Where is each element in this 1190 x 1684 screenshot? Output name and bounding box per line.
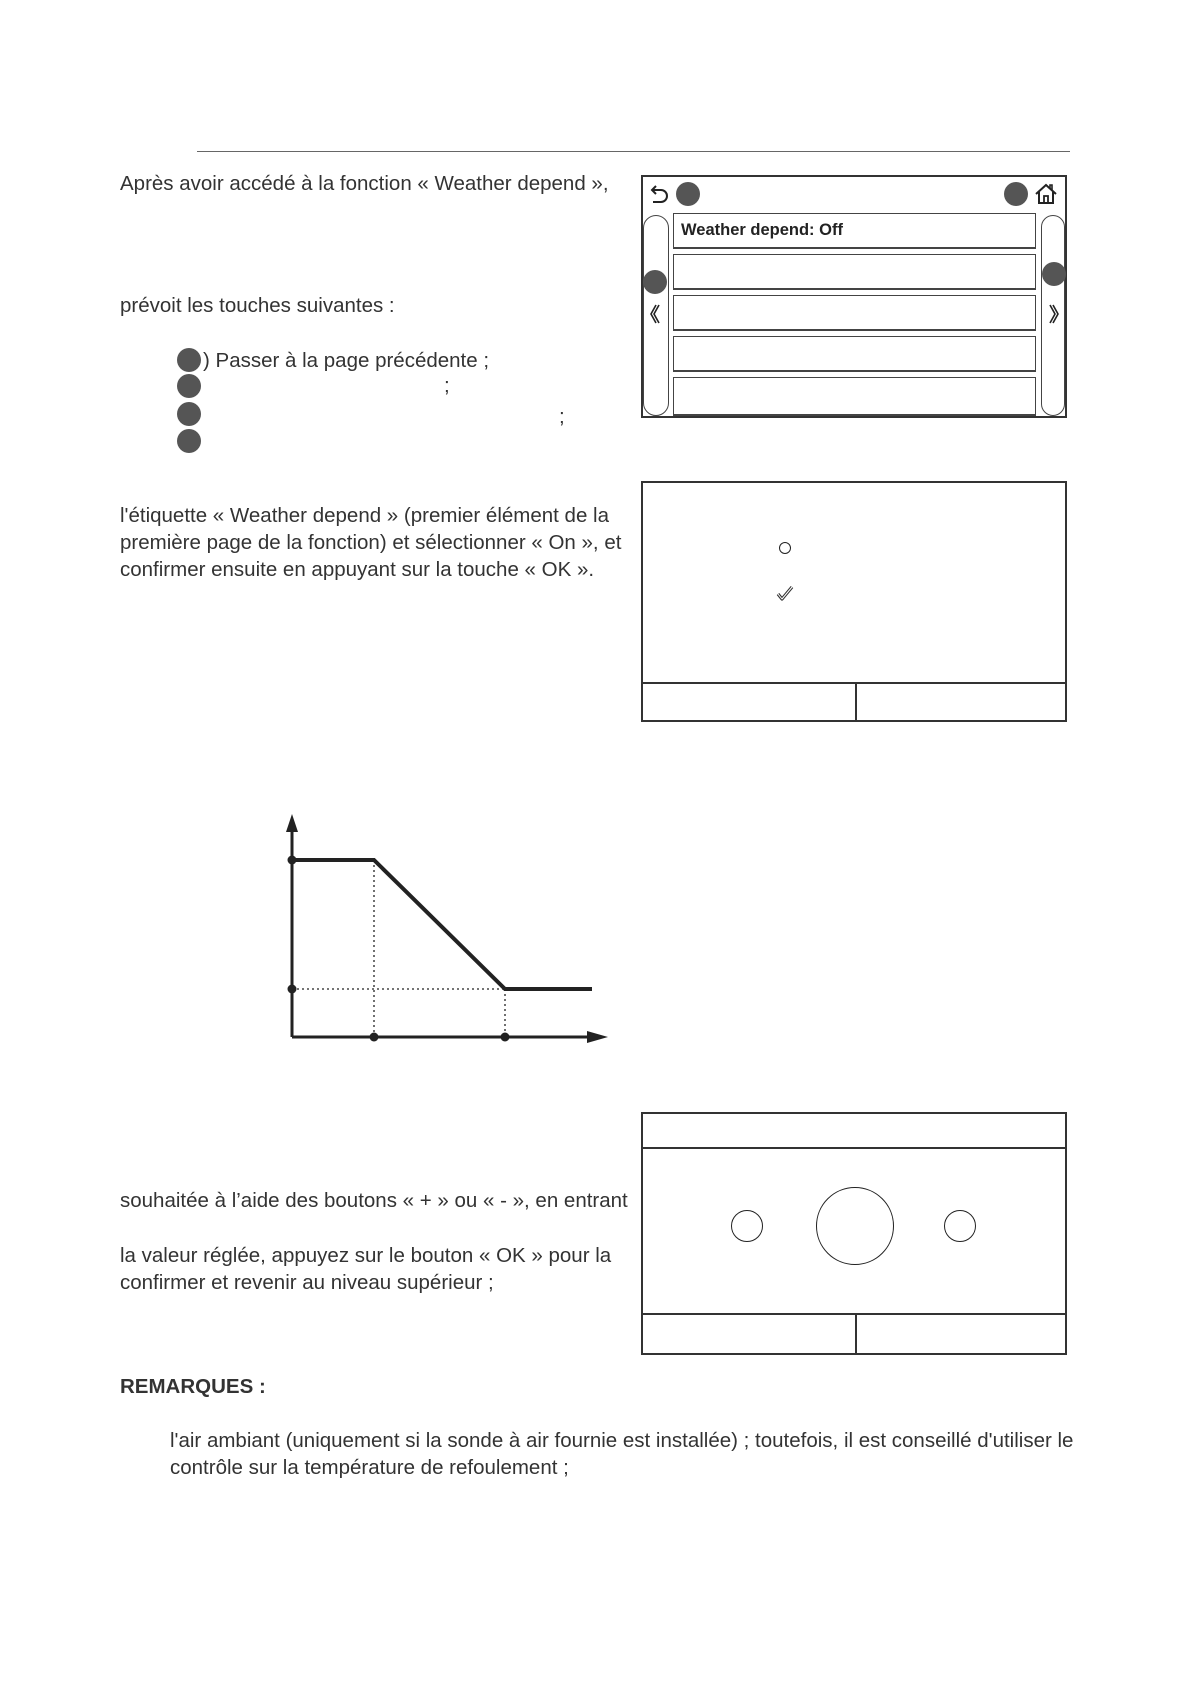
bottom-bar-divider [855,684,857,720]
key-marker-2 [177,374,201,398]
key-text-3: ; [559,405,565,428]
x-axis-arrow [587,1031,608,1043]
key-marker-4 [177,429,201,453]
menu-row-empty-3 [673,295,1036,331]
remarks-line-2: contrôle sur la température de refoulement ; [170,1456,569,1479]
menu-row-empty-2 [673,254,1036,290]
activation-line-1: l'étiquette « Weather depend » (premier élément de la [120,504,609,527]
value-screen-bottom-bar [643,1313,1065,1353]
setting-line-3: confirmer et revenir au niveau supérieur ; [120,1271,494,1294]
callout-marker-back [676,182,700,206]
value-screen-title-divider [643,1147,1065,1149]
axis-point-2 [501,1033,510,1042]
menu-row-empty-5 [673,377,1036,416]
curve-line [292,860,592,989]
chevron-right-icon [1047,303,1061,325]
setting-line-2: la valeur réglée, appuyez sur le bouton « OK » pour la [120,1244,612,1267]
curve-point-min [288,985,297,994]
weather-curve-diagram [270,800,630,1060]
value-screen [641,1112,1067,1355]
callout-marker-next [1042,262,1066,286]
key-marker-1 [177,348,201,372]
callout-marker-previous [643,270,667,294]
back-arrow-icon [648,183,670,205]
callout-marker-home [1004,182,1028,206]
key-text-1: ) Passer à la page précédente ; [203,349,490,372]
curve-point-max [288,856,297,865]
plus-button-circle [944,1210,976,1242]
bottom-bar-divider [855,1315,857,1353]
radio-circle-icon [779,542,791,554]
minus-button-circle [731,1210,763,1242]
value-display-circle [816,1187,894,1265]
y-axis-arrow [286,814,298,832]
chevron-left-icon [648,303,662,325]
check-icon [776,585,794,601]
menu-row-weather-depend [673,213,1036,249]
key-marker-3 [177,402,201,426]
activation-line-3: confirmer ensuite en appuyant sur la touche « OK ». [120,558,595,581]
toggle-screen [641,481,1067,722]
menu-screen [641,175,1067,418]
intro-line-2: prévoit les touches suivantes : [120,294,395,317]
remarks-line-1: l'air ambiant (uniquement si la sonde à air fournie est installée) ; toutefois, il est conseillé d'utiliser le [170,1429,1074,1452]
header-rule [197,151,1070,152]
setting-line-1: souhaitée à l’aide des boutons « + » ou « - », en entrant [120,1189,628,1212]
menu-row-empty-4 [673,336,1036,372]
menu-row-label: Weather depend: Off [681,221,843,239]
toggle-screen-bottom-bar [643,682,1065,720]
axis-point-1 [370,1033,379,1042]
remarks-heading: REMARQUES : [120,1375,266,1398]
home-icon [1034,182,1058,206]
key-text-2: ; [444,374,450,397]
activation-line-2: première page de la fonction) et sélectionner « On », et [120,531,622,554]
intro-line-1: Après avoir accédé à la fonction « Weather depend », [120,172,609,195]
